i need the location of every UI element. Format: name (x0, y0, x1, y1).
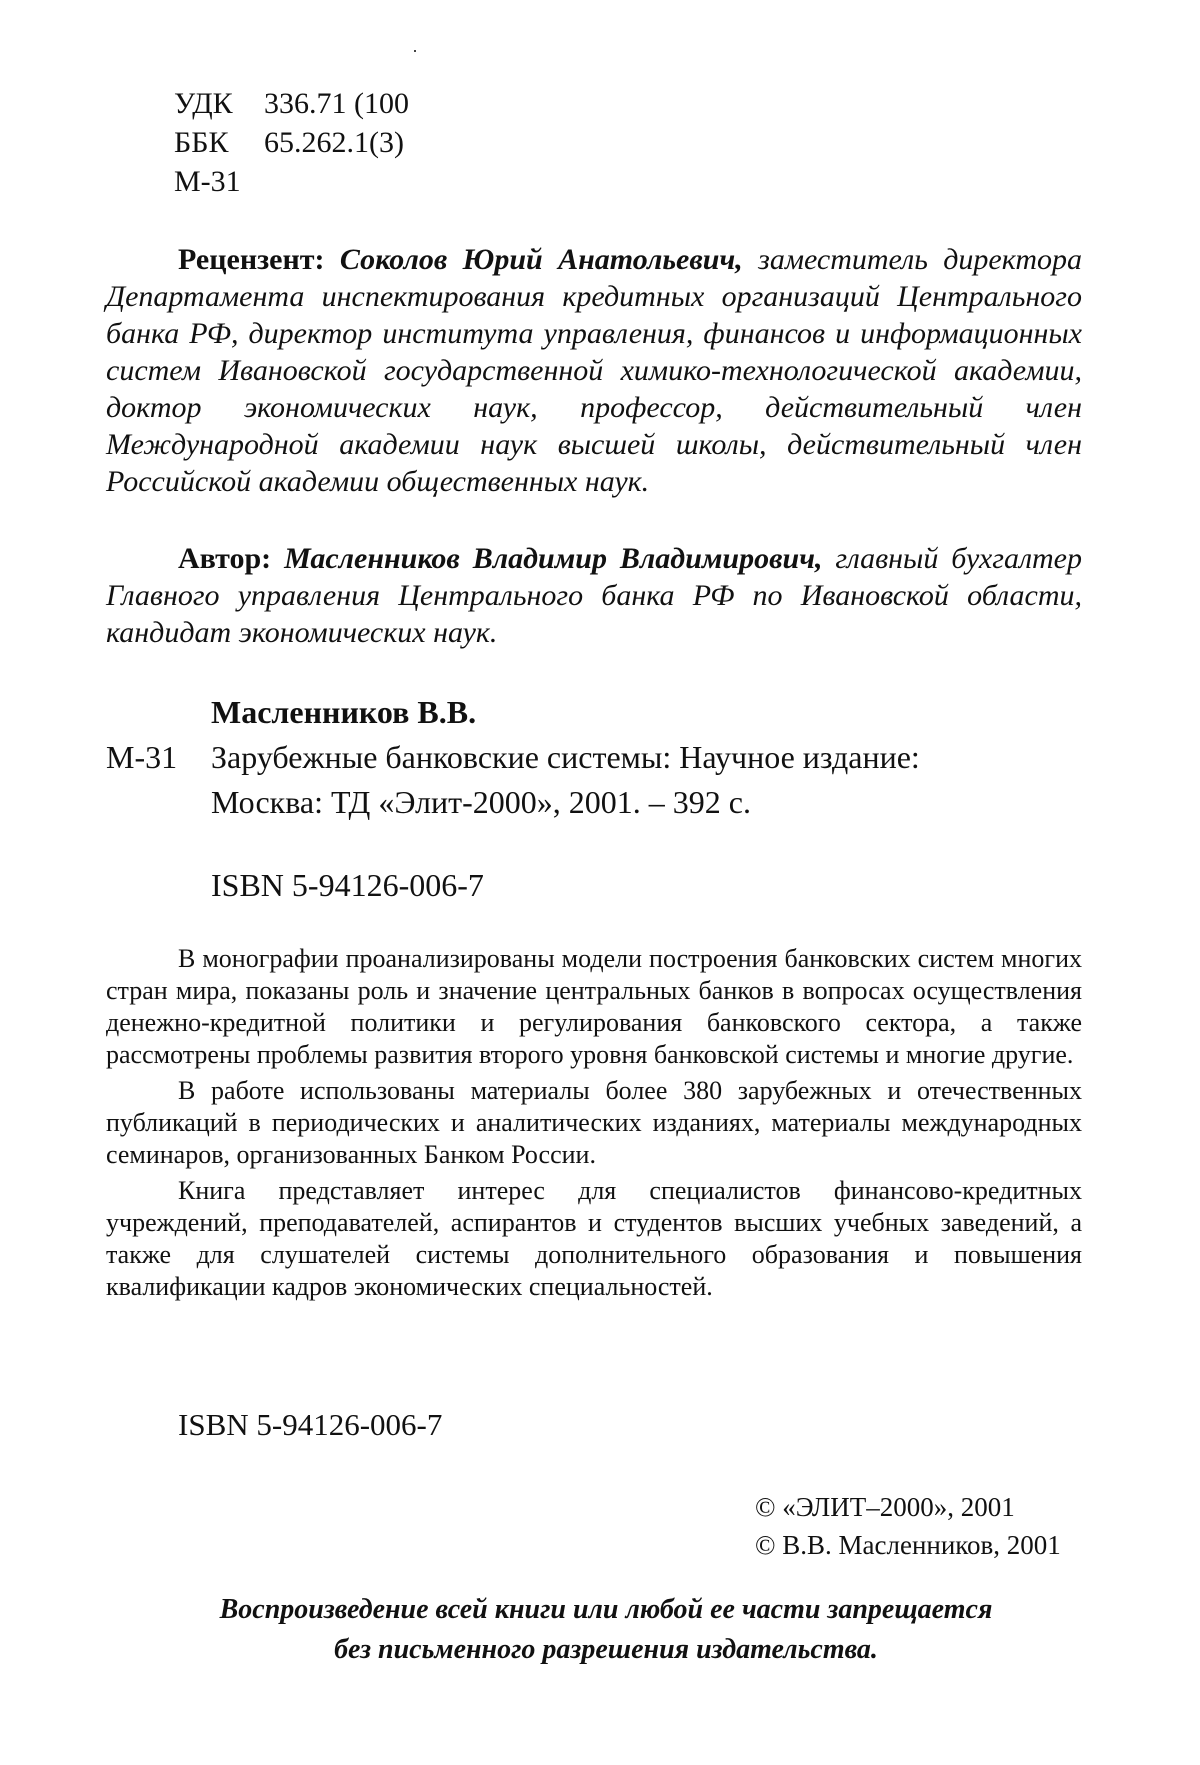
abstract-paragraph: Книга представляет интерес для специалистов финансово-кредитных учреждений, преподавателей, аспирантов и студентов высших учебных заведений, а также для слушателей системы дополнительного образования и повышения квалификации кадров экономических специальностей. (106, 1176, 1082, 1301)
udk-row (174, 84, 409, 123)
copyright-block (755, 1488, 1061, 1564)
notice-line1: Воспроизведение всей книги или любой ее части запрещается (219, 1594, 993, 1625)
reproduction-notice (106, 1590, 1106, 1670)
udk-label: УДК (174, 87, 233, 120)
author-paragraph (106, 540, 1082, 651)
reviewer-label: Рецензент: (178, 243, 325, 276)
notice-line2: без письменного разрешения издательства. (334, 1634, 878, 1665)
author-label: Автор: (178, 542, 272, 575)
classification-block (174, 84, 409, 201)
card-code: М-31 (106, 739, 178, 775)
scan-speck (414, 50, 416, 52)
abstract (106, 943, 1082, 1307)
bbk-label: ББК (174, 126, 229, 159)
udk-value: 336.71 (100 (264, 87, 409, 120)
isbn-main: ISBN 5-94126-006-7 (211, 867, 484, 903)
abstract-paragraph: В работе использованы материалы более 380 зарубежных и отечественных публикаций в периодических и аналитических изданиях, материалы международных семинаров, организованных Банком России. (106, 1076, 1082, 1169)
author-mark: М-31 (174, 165, 241, 198)
copyright-publisher: © «ЭЛИТ–2000», 2001 (755, 1492, 1015, 1522)
isbn-second: ISBN 5-94126-006-7 (178, 1407, 443, 1442)
card-description-line2: Москва: ТД «Элит-2000», 2001. – 392 с. (211, 784, 751, 820)
reviewer-name: Соколов Юрий Анатольевич, (339, 243, 743, 276)
author-text: главный бухгалтер Главного управления Центрального банка РФ по Ивановской области, кандидат экономических наук. (106, 542, 1082, 649)
card-description-line1: Зарубежные банковские системы: Научное издание: (211, 739, 920, 775)
bbk-row (174, 123, 409, 162)
card-heading: Масленников В.В. (211, 694, 477, 730)
reviewer-paragraph (106, 241, 1082, 500)
copyright-author: © В.В. Масленников, 2001 (755, 1530, 1061, 1560)
reviewer-text: заместитель директора Департамента инспектирования кредитных организаций Центрального банка РФ, директор института управления, финансов и информационных систем Ивановской государственной химико-технологической академии, доктор экономических наук, профессор, действительный член Международной академии наук высшей школы, действительный член Российской академии общественных наук. (106, 243, 1083, 498)
bbk-value: 65.262.1(3) (264, 126, 404, 159)
author-name: Масленников Владимир Владимирович, (284, 542, 823, 575)
abstract-paragraph: В монографии проанализированы модели построения банковских систем многих стран мира, показаны роль и значение центральных банков в вопросах осуществления денежно-кредитной политики и регулирования банковского сектора, а также рассмотрены проблемы развития второго уровня банковской системы и многие другие. (106, 944, 1082, 1069)
